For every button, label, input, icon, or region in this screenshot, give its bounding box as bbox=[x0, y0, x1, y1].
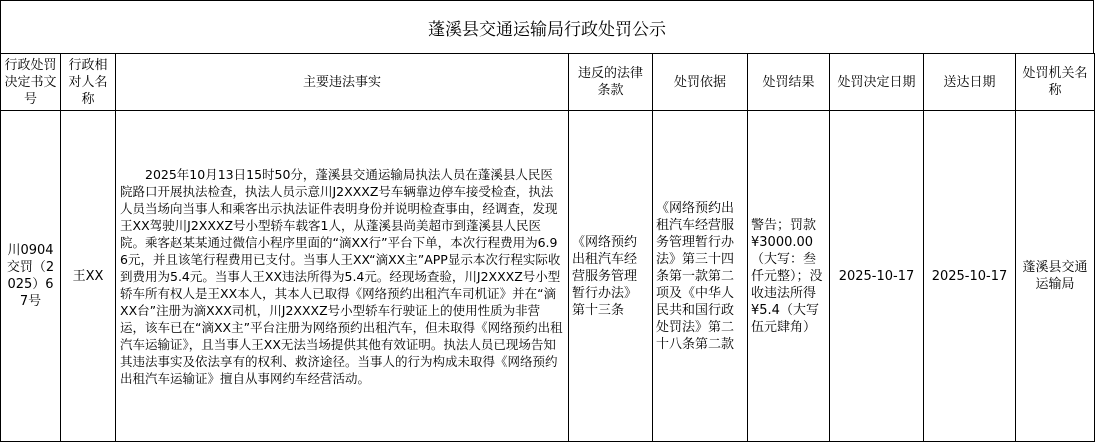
header-basis: 处罚依据 bbox=[653, 54, 748, 111]
header-delivery-date: 送达日期 bbox=[924, 54, 1016, 111]
cell-decision-date: 2025-10-17 bbox=[830, 111, 924, 442]
header-doc-no: 行政处罚决定书文号 bbox=[1, 54, 61, 111]
table-row bbox=[1, 111, 1095, 442]
cell-basis: 《网络预约出租汽车经营服务管理暂行办法》第三十四条第一款第二项及《中华人民共和国行政处罚法》第二十八条第二款 bbox=[653, 111, 748, 442]
header-facts: 主要违法事实 bbox=[116, 54, 569, 111]
page-title: 蓬溪县交通运输局行政处罚公示 bbox=[0, 0, 1094, 54]
header-party: 行政相对人名称 bbox=[61, 54, 116, 111]
cell-result: 警告；罚款¥3000.00（大写：叁仟元整）；没收违法所得¥5.4（大写伍元肆角） bbox=[748, 111, 830, 442]
cell-doc-no: 川0904交罚（2025）67号 bbox=[1, 111, 61, 442]
penalty-table bbox=[0, 53, 1095, 442]
cell-facts: 2025年10月13日15时50分，蓬溪县交通运输局执法人员在蓬溪县人民医院路口开展执法检查，执法人员示意川J2XXXZ号车辆靠边停车接受检查，执法人员当场向当事人和乘客出示执法证件表明身份并说明检查事由，经调查，发现王XX驾驶川J2XXXZ号小型轿车载客1人，从蓬溪县尚美超市到蓬溪县人民医院。乘客赵某某通过微信小程序里面的“滴XX行”平台下单，本次行程费用为6.96元，并且该笔行程费用已支付。当事人王XX“滴XX主”APP显示本次行程实际收到费用为5.4元。当事人王XX违法所得为5.4元。经现场查验，川J2XXXZ号小型轿车所有权人是王XX本人，其本人已取得《网络预约出租汽车司机证》并在“滴XX台”注册为滴XXX司机，川J2XXXZ号小型轿车行驶证上的使用性质为非营运，该车已在“滴XX主”平台注册为网络预约出租汽车，但未取得《网络预约出租汽车运输证》，且当事人王XX无法当场提供其他有效证明。执法人员已现场告知其违法事实及依法享有的权利、救济途径。当事人的行为构成未取得《网络预约出租汽车运输证》擅自从事网约车经营活动。 bbox=[116, 111, 569, 442]
header-result: 处罚结果 bbox=[748, 54, 830, 111]
header-authority: 处罚机关名称 bbox=[1016, 54, 1095, 111]
header-law: 违反的法律条款 bbox=[569, 54, 653, 111]
header-decision-date: 处罚决定日期 bbox=[830, 54, 924, 111]
cell-law: 《网络预约出租汽车经营服务管理暂行办法》第十三条 bbox=[569, 111, 653, 442]
cell-authority: 蓬溪县交通运输局 bbox=[1016, 111, 1095, 442]
header-row bbox=[1, 54, 1095, 111]
cell-party: 王XX bbox=[61, 111, 116, 442]
cell-delivery-date: 2025-10-17 bbox=[924, 111, 1016, 442]
